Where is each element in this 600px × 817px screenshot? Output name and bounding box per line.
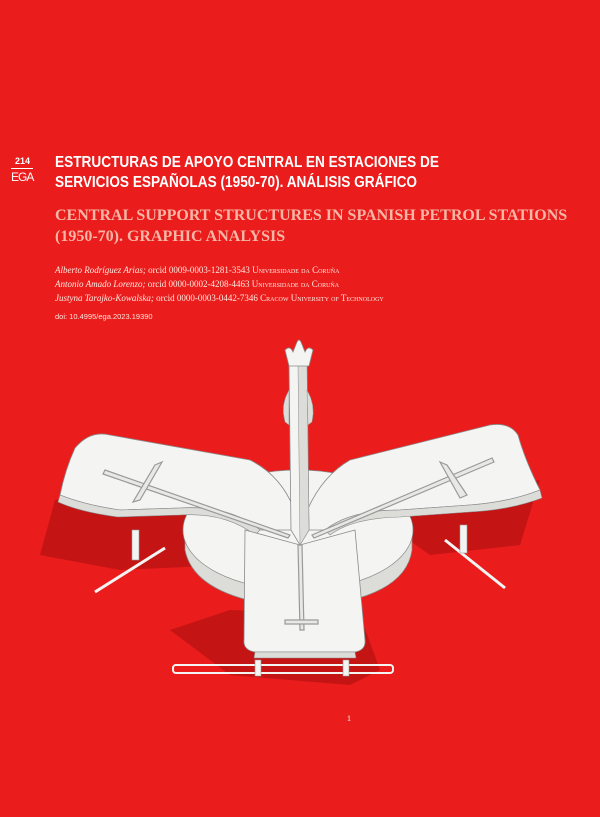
column-capital xyxy=(285,340,313,366)
author-affiliation: Universidade da Coruña xyxy=(252,265,340,275)
author-affiliation: Universidade da Coruña xyxy=(251,279,340,289)
author-orcid: orcid 0000-0003-0442-7346 xyxy=(153,293,261,303)
title-spanish: ESTRUCTURAS DE APOYO CENTRAL EN ESTACIONES DE SERVICIOS ESPAÑOLAS (1950-70). ANÁLISIS GRÁFICO xyxy=(55,154,439,191)
author-name: Alberto Rodríguez Arias; xyxy=(55,265,146,275)
author-line xyxy=(55,263,585,277)
author-line xyxy=(55,277,585,291)
authors xyxy=(55,263,585,305)
title-english: CENTRAL SUPPORT STRUCTURES IN SPANISH PETROL STATIONS (1950-70). GRAPHIC ANALYSIS xyxy=(55,207,568,245)
author-orcid: orcid 0000-0002-4208-4463 xyxy=(145,279,252,289)
author-name: Antonio Amado Lorenzo; xyxy=(55,279,146,289)
author-affiliation: Cracow University of Technology xyxy=(260,293,384,303)
column-side-wing-right xyxy=(307,390,313,425)
author-name: Justyna Tarajko-Kowalska; xyxy=(55,293,154,303)
canopy-wing-front xyxy=(244,530,365,652)
doi-link[interactable]: doi: 10.4995/ega.2023.19390 xyxy=(55,312,153,321)
figure-number: 1 xyxy=(347,714,351,723)
canopy-wing-front-edge xyxy=(254,652,356,658)
page-number: 214 xyxy=(15,156,31,166)
canopy-axonometric-figure xyxy=(0,330,600,730)
journal-logo: EGA xyxy=(11,170,34,184)
column-side-wing-left xyxy=(283,390,289,425)
author-line xyxy=(55,291,585,305)
author-orcid: orcid 0009-0003-1281-3543 xyxy=(145,265,253,275)
